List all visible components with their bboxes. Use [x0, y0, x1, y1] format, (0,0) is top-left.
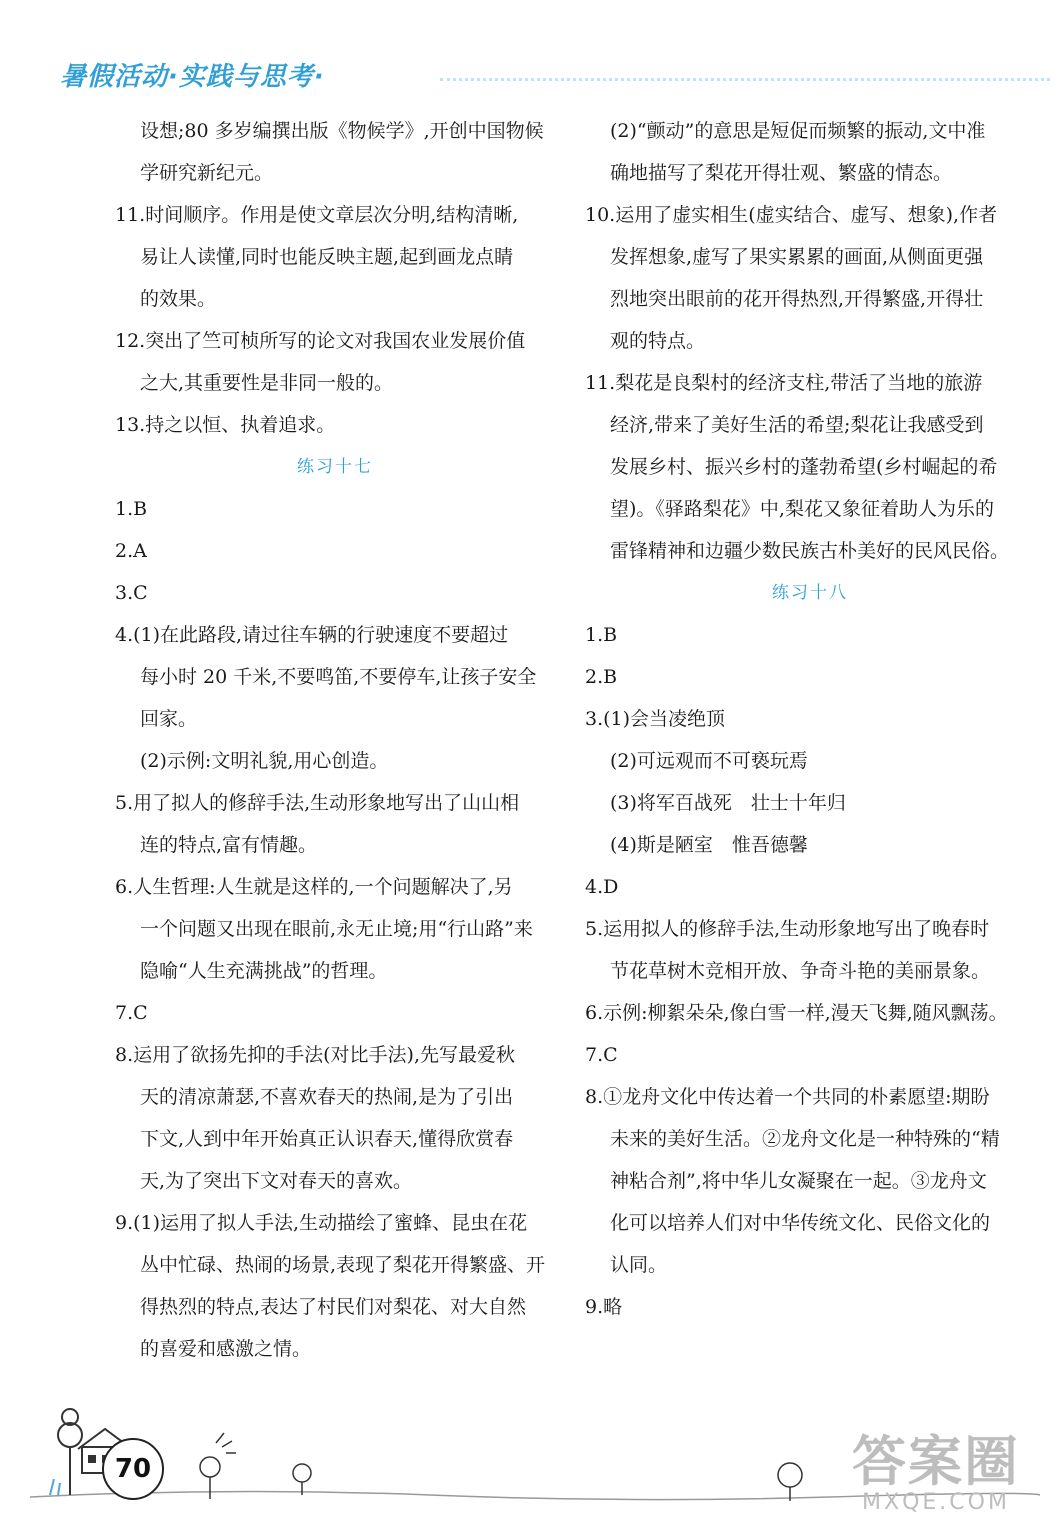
answer-line: 9.略 — [585, 1296, 623, 1318]
answer-line: 连的特点,富有情趣。 — [140, 834, 318, 856]
answer-line: 5.用了拟人的修辞手法,生动形象地写出了山山相 — [115, 792, 520, 814]
answer-line: 6.示例:柳絮朵朵,像白雪一样,漫天飞舞,随风飘荡。 — [585, 1002, 1008, 1024]
answer-line: 7.C — [585, 1044, 618, 1066]
answer-line: 确地描写了梨花开得壮观、繁盛的情态。 — [610, 162, 953, 184]
answer-line: 认同。 — [610, 1254, 668, 1276]
answer-line: 设想;80 多岁编撰出版《物候学》,开创中国物候 — [140, 120, 544, 142]
answer-line: 13.持之以恒、执着追求。 — [115, 414, 336, 436]
answer-line: 6.人生哲理:人生就是这样的,一个问题解决了,另 — [115, 876, 513, 898]
section-title-18: 练习十八 — [772, 583, 848, 603]
answer-line: 7.C — [115, 1002, 148, 1024]
page-header — [60, 52, 1050, 98]
answer-line: 望)。《驿路梨花》中,梨花又象征着助人为乐的 — [610, 498, 994, 520]
answer-line: 11.时间顺序。作用是使文章层次分明,结构清晰, — [115, 204, 519, 226]
watermark-logo-text: 答案圈 — [852, 1430, 1020, 1493]
page-footer — [30, 1395, 1040, 1525]
answer-line: 4.(1)在此路段,请过往车辆的行驶速度不要超过 — [115, 624, 509, 646]
answer-line: 节花草树木竞相开放、争奇斗艳的美丽景象。 — [610, 960, 991, 982]
answer-line: 天,为了突出下文对春天的喜欢。 — [140, 1170, 413, 1192]
answer-line: 发挥想象,虚写了果实累累的画面,从侧面更强 — [610, 246, 984, 268]
answer-line: 8.运用了欲扬先抑的手法(对比手法),先写最爱秋 — [115, 1044, 515, 1066]
right-answers-top — [585, 110, 1035, 572]
answer-line: (2)“颤动”的意思是短促而频繁的振动,文中准 — [610, 120, 986, 142]
answer-line: 经济,带来了美好生活的希望;梨花让我感受到 — [610, 414, 984, 436]
answer-line: 回家。 — [140, 708, 198, 730]
left-column — [115, 110, 555, 1370]
answer-line: 3.(1)会当凌绝顶 — [585, 708, 726, 730]
answer-line: 每小时 20 千米,不要鸣笛,不要停车,让孩子安全 — [140, 666, 537, 688]
right-column — [585, 110, 1035, 1328]
header-title: 暑假活动·实践与思考· — [60, 62, 325, 92]
answer-line: (2)可远观而不可亵玩焉 — [610, 750, 808, 772]
answer-line: 丛中忙碌、热闹的场景,表现了梨花开得繁盛、开 — [140, 1254, 546, 1276]
watermark — [852, 1430, 1020, 1515]
header-dotted-line — [440, 78, 1050, 81]
page-number: 70 — [102, 1438, 164, 1500]
answer-line: 8.①龙舟文化中传达着一个共同的朴素愿望:期盼 — [585, 1086, 990, 1108]
left-answers-bottom — [115, 488, 555, 1370]
answer-line: 天的清凉萧瑟,不喜欢春天的热闹,是为了引出 — [140, 1086, 514, 1108]
answer-line: 3.C — [115, 582, 148, 604]
answer-line: 之大,其重要性是非同一般的。 — [140, 372, 394, 394]
answer-line: 一个问题又出现在眼前,永无止境;用“行山路”来 — [140, 918, 533, 940]
answer-line: 4.D — [585, 876, 619, 898]
right-answers-bottom — [585, 614, 1035, 1328]
answer-line: 隐喻“人生充满挑战”的哲理。 — [140, 960, 388, 982]
answer-line: 的效果。 — [140, 288, 217, 310]
answer-line: 1.B — [115, 498, 148, 520]
answer-line: (3)将军百战死 壮士十年归 — [610, 792, 846, 814]
answer-line: 易让人读懂,同时也能反映主题,起到画龙点睛 — [140, 246, 514, 268]
watermark-url: MXQE.COM — [862, 1490, 1010, 1515]
answer-line: 得热烈的特点,表达了村民们对梨花、对大自然 — [140, 1296, 527, 1318]
answer-line: 12.突出了竺可桢所写的论文对我国农业发展价值 — [115, 330, 526, 352]
answer-line: 雷锋精神和边疆少数民族古朴美好的民风民俗。 — [610, 540, 1010, 562]
answer-line: 9.(1)运用了拟人手法,生动描绘了蜜蜂、昆虫在花 — [115, 1212, 528, 1234]
answer-line: 观的特点。 — [610, 330, 706, 352]
answer-line: (4)斯是陋室 惟吾德馨 — [610, 834, 808, 856]
answer-line: 的喜爱和感激之情。 — [140, 1338, 312, 1360]
answer-line: 学研究新纪元。 — [140, 162, 274, 184]
answer-line: 5.运用拟人的修辞手法,生动形象地写出了晚春时 — [585, 918, 990, 940]
answer-line: 10.运用了虚实相生(虚实结合、虚写、想象),作者 — [585, 204, 998, 226]
answer-line: 神粘合剂”,将中华儿女凝聚在一起。③龙舟文 — [610, 1170, 987, 1192]
answer-line: 下文,人到中年开始真正认识春天,懂得欣赏春 — [140, 1128, 514, 1150]
left-answers-top — [115, 110, 555, 446]
answer-line: 化可以培养人们对中华传统文化、民俗文化的 — [610, 1212, 991, 1234]
answer-line: (2)示例:文明礼貌,用心创造。 — [140, 750, 389, 772]
section-title-17: 练习十七 — [297, 457, 373, 477]
answer-line: 发展乡村、振兴乡村的蓬勃希望(乡村崛起的希 — [610, 456, 998, 478]
answer-line: 2.A — [115, 540, 147, 562]
answer-line: 1.B — [585, 624, 618, 646]
answer-line: 烈地突出眼前的花开得热烈,开得繁盛,开得壮 — [610, 288, 984, 310]
answer-line: 11.梨花是良梨村的经济支柱,带活了当地的旅游 — [585, 372, 983, 394]
answer-line: 2.B — [585, 666, 618, 688]
answer-line: 未来的美好生活。②龙舟文化是一种特殊的“精 — [610, 1128, 1000, 1150]
